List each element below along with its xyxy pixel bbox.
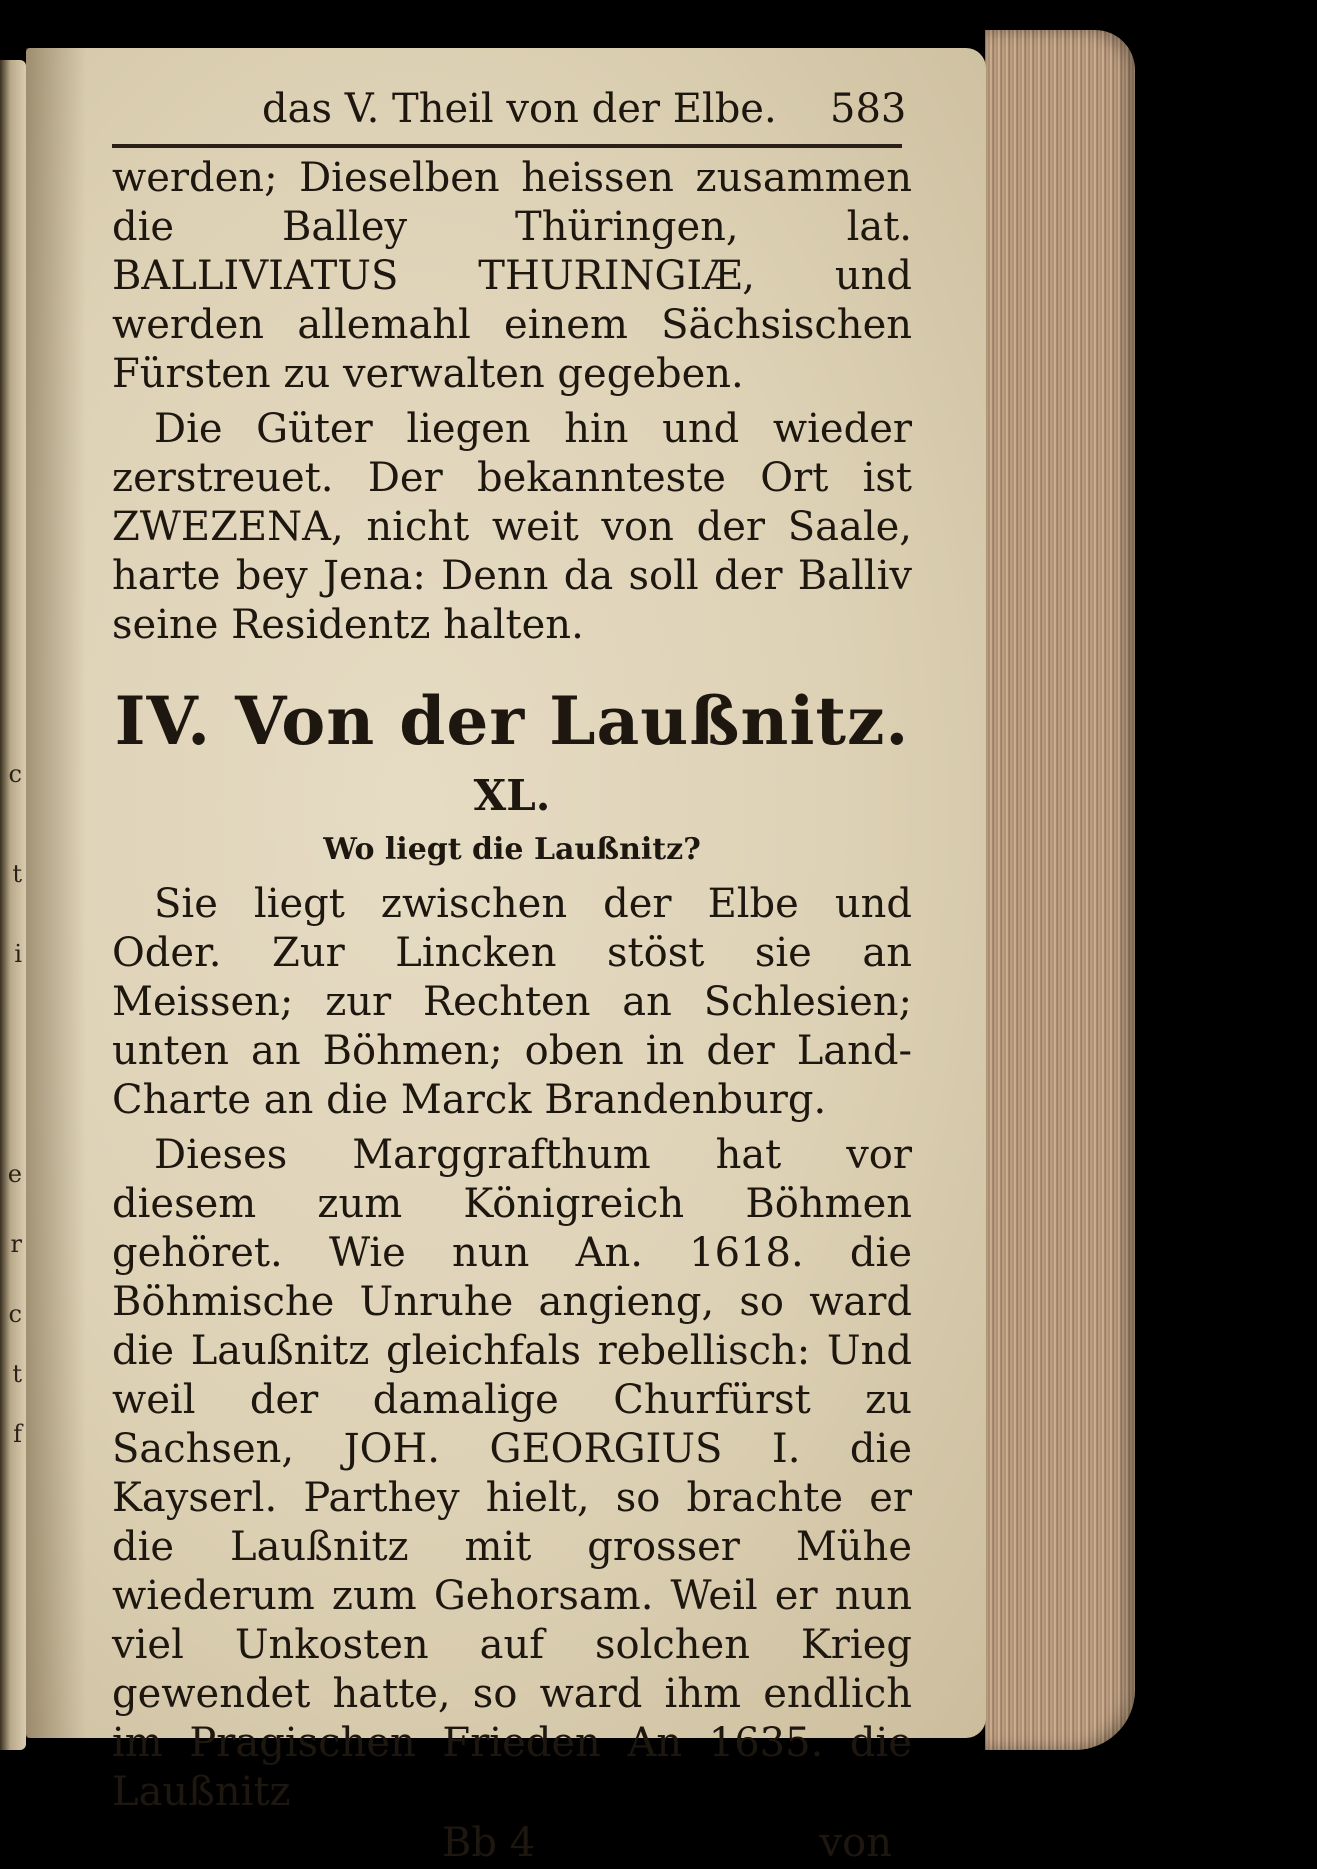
catchword: von bbox=[819, 1820, 892, 1866]
page-number: 583 bbox=[830, 86, 907, 132]
facing-page-fragment: e bbox=[7, 1160, 22, 1188]
facing-page-fragment: c bbox=[8, 1300, 22, 1328]
facing-page-fragment: c bbox=[8, 760, 22, 788]
page-edges-stack bbox=[985, 30, 1135, 1750]
facing-page-fragment: t bbox=[12, 1360, 22, 1388]
page-footer bbox=[112, 1817, 912, 1869]
paragraph: Sie liegt zwischen der Elbe und Oder. Zur Lincken stöst sie an Meissen; zur Rechten an Schlesien; unten an Böhmen; oben in der Land-Charte an die Marck Brandenburg. bbox=[112, 881, 912, 1123]
section-number: XL. bbox=[473, 771, 551, 820]
paragraph: werden; Dieselben heissen zusammen die Balley Thüringen, lat. BALLIVIATUS THURINGIÆ, und werden allemahl einem Sächsischen Fürsten zu verwalten gegeben. bbox=[112, 155, 912, 397]
signature-mark: Bb 4 bbox=[442, 1820, 536, 1866]
section-question: Wo liegt die Laußnitz? bbox=[323, 832, 701, 867]
facing-page-edge bbox=[0, 60, 26, 1750]
chapter-heading: IV. Von der Laußnitz. bbox=[114, 682, 910, 760]
facing-page-fragment: f bbox=[13, 1420, 22, 1448]
paragraph: Die Güter liegen hin und wieder zerstreuet. Der bekannteste Ort ist ZWEZENA, nicht weit von der Saale, harte bey Jena: Denn da soll der Balliv seine Residentz halten. bbox=[112, 406, 912, 648]
running-header bbox=[112, 80, 912, 138]
page-text bbox=[112, 80, 912, 1869]
running-title: das V. Theil von der Elbe. bbox=[262, 86, 777, 132]
facing-page-fragment: i bbox=[14, 940, 22, 968]
facing-page-fragment: t bbox=[12, 860, 22, 888]
gutter-shadow bbox=[26, 48, 86, 1738]
header-rule bbox=[112, 144, 902, 148]
facing-page-fragment: r bbox=[10, 1230, 22, 1258]
paragraph: Dieses Marggrafthum hat vor diesem zum Königreich Böhmen gehöret. Wie nun An. 1618. die Böhmische Unruhe angieng, so ward die Laußnitz gleichfals rebellisch: Und weil der damalige Churfürst zu Sachsen, JOH. GEORGIUS I. die Kayserl. Parthey hielt, so brachte er die Laußnitz mit grosser Mühe wiederum zum Gehorsam. Weil er nun viel Unkosten auf solchen Krieg gewendet hatte, so ward ihm endlich im Pragischen Frieden An 1635. die Laußnitz bbox=[112, 1132, 912, 1815]
